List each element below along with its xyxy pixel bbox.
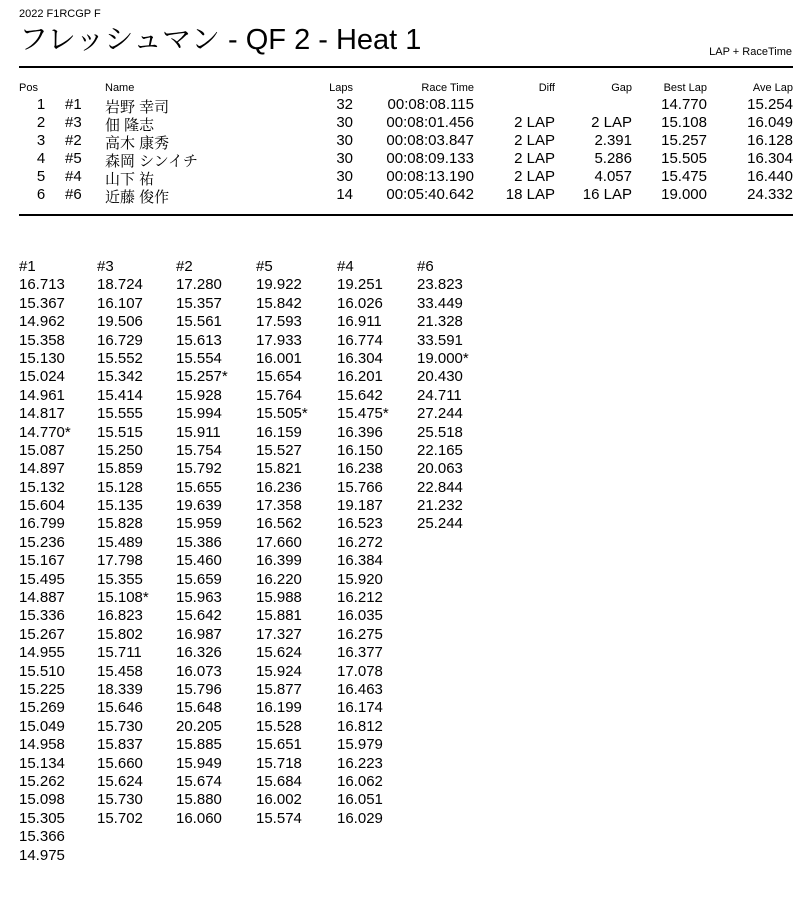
lap-time: 15.262: [19, 772, 65, 790]
lap-time: 21.232: [417, 497, 463, 515]
lap-time: 15.515: [97, 423, 143, 441]
result-laps: 30: [336, 114, 353, 131]
lap-column-header: #5: [256, 258, 273, 275]
lap-time: 15.988: [256, 589, 302, 607]
lap-column: [176, 258, 256, 828]
result-row: [19, 150, 793, 168]
result-laps: 30: [336, 168, 353, 185]
result-race-time: 00:08:03.847: [386, 132, 474, 149]
lap-time: 15.386: [176, 533, 222, 551]
result-laps: 30: [336, 132, 353, 149]
lap-column-header: #6: [417, 258, 434, 275]
lap-column: [417, 258, 497, 534]
lap-time: 17.280: [176, 276, 222, 294]
lap-time: 23.823: [417, 276, 463, 294]
lap-time: 15.730: [97, 717, 143, 735]
lap-time: 17.933: [256, 331, 302, 349]
lap-time: 15.574: [256, 809, 302, 827]
result-row: [19, 96, 793, 114]
lap-time: 16.201: [337, 368, 383, 386]
lap-time: 15.828: [97, 515, 143, 533]
lap-time: 15.764: [256, 386, 302, 404]
lap-time: 16.062: [337, 772, 383, 790]
lap-time: 16.174: [337, 699, 383, 717]
lap-time: 16.823: [97, 607, 143, 625]
lap-time: 19.922: [256, 276, 302, 294]
result-row: [19, 186, 793, 204]
lap-time: 20.430: [417, 368, 463, 386]
result-car-number: #5: [65, 150, 82, 167]
lap-time: 17.327: [256, 625, 302, 643]
lap-time: 15.024: [19, 368, 65, 386]
lap-time: 15.654: [256, 368, 302, 386]
result-best-lap: 15.505: [661, 150, 707, 167]
lap-time: 20.205: [176, 717, 222, 735]
lap-time: 14.961: [19, 386, 65, 404]
lap-time: 15.877: [256, 680, 302, 698]
lap-column: [337, 258, 417, 828]
lap-time: 15.648: [176, 699, 222, 717]
result-pos: 3: [36, 132, 46, 149]
lap-time: 15.881: [256, 607, 302, 625]
lap-time: 15.674: [176, 772, 222, 790]
lap-time: 15.963: [176, 589, 222, 607]
lap-time: 15.655: [176, 478, 222, 496]
lap-time: 15.718: [256, 754, 302, 772]
lap-time: 15.475*: [337, 405, 389, 423]
result-car-number: #4: [65, 168, 82, 185]
lap-time: 16.001: [256, 349, 302, 367]
lap-time: 33.449: [417, 294, 463, 312]
page-title: フレッシュマン - QF 2 - Heat 1: [19, 24, 422, 56]
lap-time: 15.336: [19, 607, 65, 625]
lap-time: 16.377: [337, 644, 383, 662]
result-gap: 5.286: [594, 150, 632, 167]
lap-time: 16.774: [337, 331, 383, 349]
result-best-lap: 19.000: [661, 186, 707, 203]
result-driver-name: 佃 隆志: [105, 117, 155, 134]
lap-time: 20.063: [417, 460, 463, 478]
lap-column: [19, 258, 99, 865]
lap-time: 17.660: [256, 533, 302, 551]
lap-time: 15.702: [97, 809, 143, 827]
result-pos: 6: [36, 186, 46, 203]
lap-time: 16.220: [256, 570, 302, 588]
lap-time: 16.729: [97, 331, 143, 349]
result-diff: 2 LAP: [514, 132, 555, 149]
lap-time: 16.396: [337, 423, 383, 441]
lap-time: 15.684: [256, 772, 302, 790]
header-pos: Pos: [19, 82, 38, 94]
lap-time: 18.724: [97, 276, 143, 294]
lap-time: 17.798: [97, 552, 143, 570]
lap-time: 15.414: [97, 386, 143, 404]
lap-time: 15.458: [97, 662, 143, 680]
lap-time: 16.326: [176, 644, 222, 662]
lap-time: 16.051: [337, 791, 383, 809]
result-diff: 2 LAP: [514, 114, 555, 131]
result-pos: 5: [36, 168, 46, 185]
result-driver-name: 山下 祐: [105, 171, 155, 188]
lap-time: 15.510: [19, 662, 65, 680]
lap-time: 15.250: [97, 441, 143, 459]
lap-time: 14.817: [19, 405, 65, 423]
lap-time: 14.962: [19, 313, 65, 331]
lap-time: 27.244: [417, 405, 463, 423]
lap-time: 15.267: [19, 625, 65, 643]
lap-time: 15.527: [256, 441, 302, 459]
result-pos: 2: [36, 114, 46, 131]
lap-time: 15.660: [97, 754, 143, 772]
lap-time: 16.812: [337, 717, 383, 735]
lap-column: [256, 258, 336, 828]
result-diff: 18 LAP: [505, 186, 555, 203]
lap-time: 15.730: [97, 791, 143, 809]
lap-time: 15.505*: [256, 405, 308, 423]
lap-time: 15.949: [176, 754, 222, 772]
lap-time: 25.244: [417, 515, 463, 533]
lap-time: 16.026: [337, 294, 383, 312]
lap-time: 16.713: [19, 276, 65, 294]
lap-time: 15.087: [19, 441, 65, 459]
event-label: 2022 F1RCGP F: [19, 8, 101, 20]
lap-time: 15.132: [19, 478, 65, 496]
result-race-time: 00:05:40.642: [386, 186, 474, 203]
lap-time: 15.098: [19, 791, 65, 809]
lap-time: 15.802: [97, 625, 143, 643]
lap-time: 16.987: [176, 625, 222, 643]
header-best-lap: Best Lap: [663, 82, 707, 94]
lap-time: 15.355: [97, 570, 143, 588]
lap-time: 15.842: [256, 294, 302, 312]
lap-time: 16.272: [337, 533, 383, 551]
lap-time: 16.107: [97, 294, 143, 312]
lap-time: 15.128: [97, 478, 143, 496]
lap-time: 15.659: [176, 570, 222, 588]
result-driver-name: 岩野 幸司: [105, 99, 170, 116]
lap-time: 15.555: [97, 405, 143, 423]
results-header: [19, 82, 793, 96]
lap-time: 15.642: [176, 607, 222, 625]
lap-time: 21.328: [417, 313, 463, 331]
lap-time: 15.651: [256, 736, 302, 754]
lap-time: 19.506: [97, 313, 143, 331]
lap-time: 25.518: [417, 423, 463, 441]
result-car-number: #6: [65, 186, 82, 203]
lap-time: 15.357: [176, 294, 222, 312]
lap-column-header: #4: [337, 258, 354, 275]
lap-time: 15.642: [337, 386, 383, 404]
lap-time: 15.552: [97, 349, 143, 367]
lap-time: 15.554: [176, 349, 222, 367]
lap-time: 15.994: [176, 405, 222, 423]
results-body: [19, 96, 793, 204]
lap-time: 15.561: [176, 313, 222, 331]
lap-time: 15.528: [256, 717, 302, 735]
lap-time: 15.837: [97, 736, 143, 754]
lap-time: 17.078: [337, 662, 383, 680]
lap-time: 15.624: [256, 644, 302, 662]
lap-time: 16.799: [19, 515, 65, 533]
lap-time: 15.754: [176, 441, 222, 459]
lap-column-header: #3: [97, 258, 114, 275]
lap-time: 16.073: [176, 662, 222, 680]
result-row: [19, 114, 793, 132]
lap-time: 17.593: [256, 313, 302, 331]
header-name: Name: [105, 82, 135, 94]
lap-time: 14.975: [19, 846, 65, 864]
result-driver-name: 高木 康秀: [105, 135, 170, 152]
lap-time: 14.887: [19, 589, 65, 607]
lap-time: 16.463: [337, 680, 383, 698]
result-race-time: 00:08:01.456: [386, 114, 474, 131]
bottom-rule: [19, 214, 793, 216]
lap-time: 14.770*: [19, 423, 71, 441]
header-ave-lap: Ave Lap: [752, 82, 793, 94]
result-car-number: #3: [65, 114, 82, 131]
lap-column-header: #1: [19, 258, 36, 275]
result-car-number: #2: [65, 132, 82, 149]
lap-time: 15.358: [19, 331, 65, 349]
lap-time: 16.212: [337, 589, 383, 607]
lap-time: 15.366: [19, 828, 65, 846]
result-ave-lap: 16.304: [747, 150, 793, 167]
result-diff: 2 LAP: [514, 150, 555, 167]
lap-time: 15.859: [97, 460, 143, 478]
lap-time: 15.167: [19, 552, 65, 570]
lap-time: 16.399: [256, 552, 302, 570]
lap-time: 15.924: [256, 662, 302, 680]
lap-time: 15.821: [256, 460, 302, 478]
result-best-lap: 15.257: [661, 132, 707, 149]
lap-time: 16.035: [337, 607, 383, 625]
lap-time: 17.358: [256, 497, 302, 515]
lap-time: 15.796: [176, 680, 222, 698]
lap-time: 15.135: [97, 497, 143, 515]
lap-time: 15.225: [19, 680, 65, 698]
header-diff: Diff: [538, 82, 555, 94]
lap-time: 15.342: [97, 368, 143, 386]
lap-time: 14.897: [19, 460, 65, 478]
result-gap: 16 LAP: [582, 186, 632, 203]
result-best-lap: 15.475: [661, 168, 707, 185]
lap-time: 15.911: [176, 423, 221, 441]
result-best-lap: 14.770: [661, 96, 707, 113]
result-ave-lap: 15.254: [747, 96, 793, 113]
result-driver-name: 森岡 シンイチ: [105, 153, 199, 170]
lap-column-header: #2: [176, 258, 193, 275]
result-ave-lap: 24.332: [747, 186, 793, 203]
lap-time: 15.613: [176, 331, 222, 349]
lap-time: 15.108*: [97, 589, 149, 607]
header-laps: Laps: [329, 82, 353, 94]
lap-time: 19.639: [176, 497, 222, 515]
lap-time: 16.911: [337, 313, 382, 331]
result-gap: 4.057: [594, 168, 632, 185]
lap-time: 15.880: [176, 791, 222, 809]
lap-time: 14.955: [19, 644, 65, 662]
report-mode: LAP + RaceTime: [709, 46, 792, 58]
lap-time: 24.711: [417, 386, 462, 404]
header-gap: Gap: [611, 82, 632, 94]
result-driver-name: 近藤 俊作: [105, 189, 170, 206]
lap-time: 19.187: [337, 497, 383, 515]
result-race-time: 00:08:08.115: [387, 96, 474, 113]
lap-time: 16.029: [337, 809, 383, 827]
lap-time: 22.844: [417, 478, 463, 496]
results-table: [19, 82, 793, 204]
result-best-lap: 15.108: [661, 114, 707, 131]
lap-time: 15.489: [97, 533, 143, 551]
result-row: [19, 168, 793, 186]
lap-time: 15.959: [176, 515, 222, 533]
lap-time: 18.339: [97, 680, 143, 698]
lap-time: 16.523: [337, 515, 383, 533]
lap-time: 15.885: [176, 736, 222, 754]
lap-time: 16.199: [256, 699, 302, 717]
lap-time: 15.766: [337, 478, 383, 496]
result-race-time: 00:08:13.190: [386, 168, 474, 185]
result-diff: 2 LAP: [514, 168, 555, 185]
result-laps: 14: [336, 186, 353, 203]
result-gap: 2 LAP: [591, 114, 632, 131]
lap-time: 15.624: [97, 772, 143, 790]
lap-time: 15.495: [19, 570, 65, 588]
lap-time: 16.060: [176, 809, 222, 827]
lap-time: 16.304: [337, 349, 383, 367]
top-rule: [19, 66, 793, 68]
result-laps: 32: [336, 96, 353, 113]
lap-time: 16.275: [337, 625, 383, 643]
lap-time: 16.238: [337, 460, 383, 478]
header-race-time: Race Time: [421, 82, 474, 94]
lap-time: 15.269: [19, 699, 65, 717]
lap-time: 19.000*: [417, 349, 469, 367]
lap-time: 15.134: [19, 754, 65, 772]
lap-time: 33.591: [417, 331, 463, 349]
lap-time: 15.130: [19, 349, 65, 367]
lap-time: 19.251: [337, 276, 383, 294]
result-pos: 1: [36, 96, 46, 113]
lap-time: 16.236: [256, 478, 302, 496]
lap-time: 15.460: [176, 552, 222, 570]
lap-time: 15.711: [97, 644, 142, 662]
result-race-time: 00:08:09.133: [386, 150, 474, 167]
lap-time: 15.367: [19, 294, 65, 312]
result-row: [19, 132, 793, 150]
result-ave-lap: 16.128: [747, 132, 793, 149]
result-gap: 2.391: [594, 132, 632, 149]
result-ave-lap: 16.049: [747, 114, 793, 131]
lap-time: 15.920: [337, 570, 383, 588]
lap-time: 15.928: [176, 386, 222, 404]
lap-column: [97, 258, 177, 828]
result-car-number: #1: [65, 96, 82, 113]
lap-time: 15.049: [19, 717, 65, 735]
lap-time: 15.236: [19, 533, 65, 551]
result-pos: 4: [36, 150, 46, 167]
lap-time: 14.958: [19, 736, 65, 754]
lap-time: 15.979: [337, 736, 383, 754]
lap-time: 15.257*: [176, 368, 228, 386]
lap-time: 15.646: [97, 699, 143, 717]
lap-time: 15.792: [176, 460, 222, 478]
lap-time: 16.002: [256, 791, 302, 809]
lap-time: 22.165: [417, 441, 463, 459]
lap-time: 15.604: [19, 497, 65, 515]
lap-time: 16.150: [337, 441, 383, 459]
result-laps: 30: [336, 150, 353, 167]
lap-time: 15.305: [19, 809, 65, 827]
lap-time: 16.562: [256, 515, 302, 533]
lap-time: 16.159: [256, 423, 302, 441]
lap-time: 16.223: [337, 754, 383, 772]
result-ave-lap: 16.440: [747, 168, 793, 185]
lap-time: 16.384: [337, 552, 383, 570]
